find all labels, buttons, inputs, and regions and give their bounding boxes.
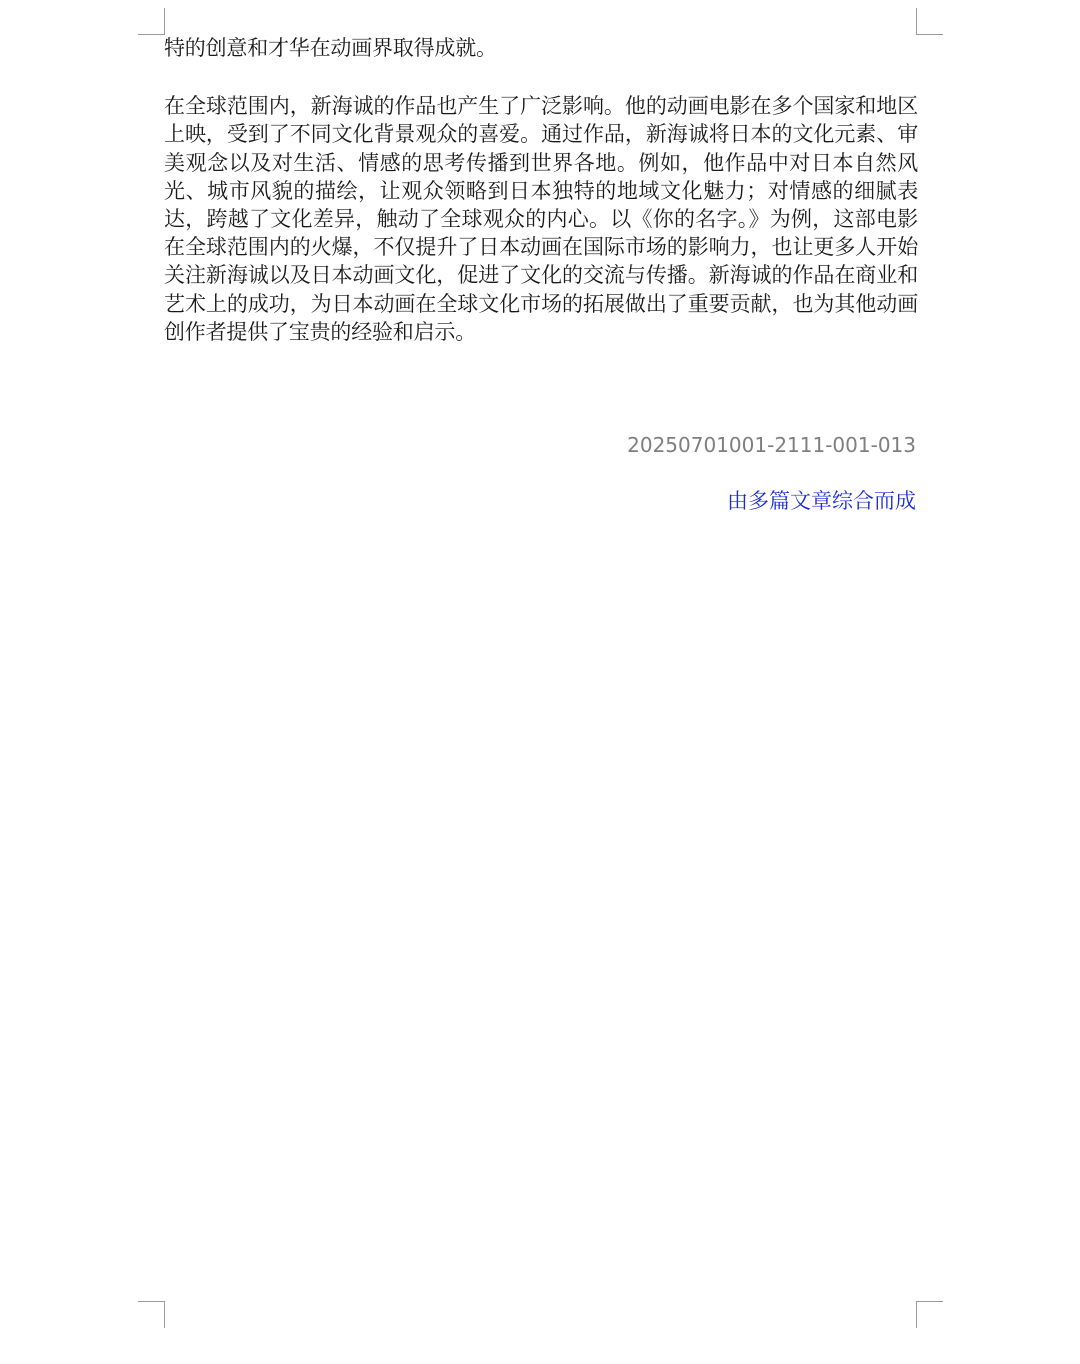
source-note: 由多篇文章综合而成 (727, 489, 916, 513)
document-id: 20250701001-2111-001-013 (627, 433, 916, 457)
paragraph-continued: 特的创意和才华在动画界取得成就。 (164, 36, 497, 60)
crop-mark-bottom-right (916, 1301, 943, 1328)
crop-mark-top-left (138, 8, 165, 35)
crop-mark-bottom-left (138, 1301, 165, 1328)
crop-mark-top-right (916, 8, 943, 35)
body-text (164, 34, 918, 346)
paragraph-global-influence: 在全球范围内，新海诚的作品也产生了广泛影响。他的动画电影在多个国家和地区上映，受到了不同文化背景观众的喜爱。通过作品，新海诚将日本的文化元素、审美观念以及对生活、情感的思考传播到世界各地。例如，他作品中对日本自然风光、城市风貌的描绘，让观众领略到日本独特的地域文化魅力；对情感的细腻表达，跨越了文化差异，触动了全球观众的内心。以《你的名字。》为例，这部电影在全球范围内的火爆，不仅提升了日本动画在国际市场的影响力，也让更多人开始关注新海诚以及日本动画文化，促进了文化的交流与传播。新海诚的作品在商业和艺术上的成功，为日本动画在全球文化市场的拓展做出了重要贡献，也为其他动画创作者提供了宝贵的经验和启示。 (164, 94, 918, 344)
